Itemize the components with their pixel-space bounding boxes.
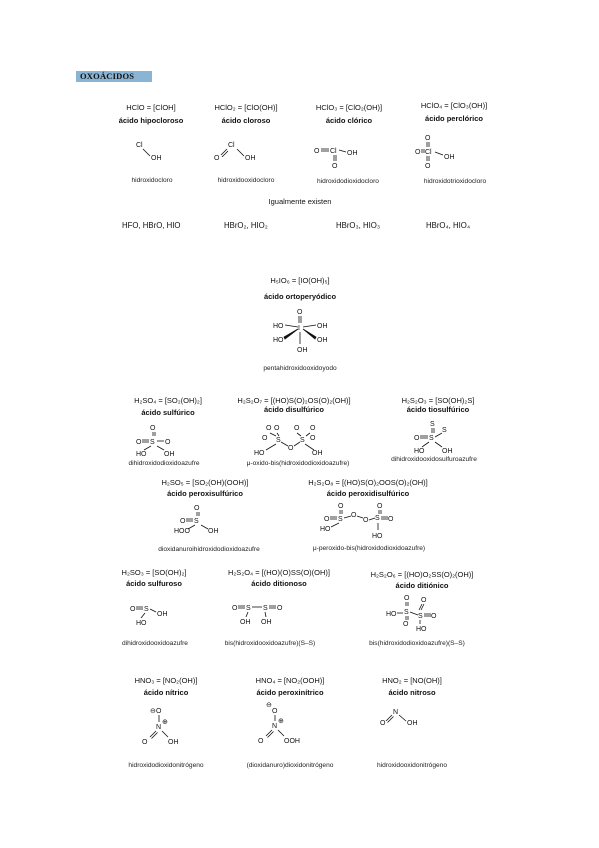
systematic-hno4: (dioxidanuro)dioxidonitrógeno <box>246 762 334 769</box>
svg-text:HO: HO <box>273 323 284 330</box>
name-hno2: ácido nitroso <box>388 688 436 697</box>
halogen-list-4: HBrO₄, HIO₄ <box>426 221 471 230</box>
svg-text:S: S <box>300 437 305 444</box>
structure-h2so4 <box>136 422 196 458</box>
structure-h2s2o7 <box>254 422 344 458</box>
svg-text:O: O <box>214 155 220 162</box>
svg-text:O: O <box>294 425 300 432</box>
svg-text:O: O <box>266 425 272 432</box>
systematic-h2so4: dihidroxidodioxidoazufre <box>128 460 200 467</box>
systematic-h2s2o4: bis(hidroxidooxidoazufre)(S–S) <box>224 640 316 647</box>
svg-text:HO: HO <box>372 533 383 540</box>
svg-text:O: O <box>421 597 427 604</box>
svg-text:O: O <box>351 512 357 519</box>
svg-text:O: O <box>388 516 394 523</box>
name-hno4: ácido peroxinítrico <box>256 688 324 697</box>
svg-text:HO: HO <box>136 451 147 458</box>
structure-h2so3 <box>130 597 180 629</box>
formula-hno4: HNO₄ = [NO₂(OOH)] <box>255 676 325 685</box>
svg-text:N: N <box>393 709 399 716</box>
systematic-h2s2o8: μ-peroxido-bis(hidroxidodioxidoazufre) <box>312 545 426 552</box>
svg-text:O: O <box>180 518 186 525</box>
svg-text:HO: HO <box>386 611 397 618</box>
systematic-hclo: hidroxidocloro <box>131 177 173 184</box>
structure-hno3 <box>138 706 198 752</box>
svg-text:O: O <box>332 163 338 170</box>
structure-hno2 <box>380 705 440 735</box>
svg-text:⊖: ⊖ <box>266 702 272 709</box>
svg-text:S: S <box>429 435 434 442</box>
svg-text:O: O <box>404 595 410 602</box>
svg-text:O: O <box>156 708 162 715</box>
svg-text:O: O <box>425 163 431 170</box>
svg-text:OOH: OOH <box>284 738 300 745</box>
systematic-h2s2o3: dihidroxidooxidosulfuroazufre <box>391 456 477 463</box>
svg-text:O: O <box>414 435 420 442</box>
systematic-h2so5: dioxidanuroihidroxidodioxidoazufre <box>158 546 260 553</box>
svg-text:HO: HO <box>414 448 425 455</box>
svg-text:O: O <box>274 425 280 432</box>
svg-text:O: O <box>136 439 142 446</box>
svg-text:OH: OH <box>312 450 323 457</box>
svg-text:OH: OH <box>164 451 175 458</box>
svg-text:S: S <box>442 427 447 434</box>
svg-text:N: N <box>156 724 162 731</box>
formula-hclo: HClO = [ClOH] <box>126 103 176 112</box>
svg-text:O: O <box>380 720 386 727</box>
halogen-list-3: HBrO₃, HIO₃ <box>336 221 381 230</box>
structure-hclo4 <box>415 133 475 173</box>
svg-text:HO: HO <box>254 450 265 457</box>
svg-text:O: O <box>288 445 294 452</box>
structure-hno4 <box>258 700 328 752</box>
formula-h2s2o6: H₂S₂O₆ = [(HO)O₂SS(O)₂(OH)] <box>370 570 474 579</box>
svg-text:Cl: Cl <box>136 142 143 149</box>
formula-hclo3: HClO₃ = [ClO₂(OH)] <box>315 103 383 112</box>
halogen-list-2: HBrO₂, HIO₂ <box>224 221 268 230</box>
svg-text:HO: HO <box>320 526 331 533</box>
svg-text:O: O <box>377 503 383 510</box>
systematic-h5io6: pentahidroxidooxidoyodo <box>263 365 337 372</box>
name-h2so5: ácido peroxisulfúrico <box>167 489 243 498</box>
svg-text:⊕: ⊕ <box>278 718 284 725</box>
svg-text:S: S <box>276 437 281 444</box>
svg-text:O: O <box>324 516 330 523</box>
formula-h2s2o7: H₂S₂O₇ = [(HO)S(O)₂OS(O)₂(OH)] <box>237 396 351 405</box>
svg-text:S: S <box>418 613 423 620</box>
svg-text:S: S <box>404 609 409 616</box>
formula-h2s2o4: H₂S₂O₄ = [(HO)(O)SS(O)(OH)] <box>227 568 330 577</box>
also-exist-label: Igualmente existen <box>268 197 332 206</box>
name-h2s2o4: ácido ditionoso <box>251 579 307 588</box>
svg-text:OH: OH <box>157 611 168 618</box>
svg-text:O: O <box>130 606 136 613</box>
formula-hno3: HNO₃ = [NO₂(OH)] <box>134 676 198 685</box>
svg-text:S: S <box>375 515 380 522</box>
structure-h2so5 <box>174 502 234 536</box>
svg-text:HO: HO <box>273 337 284 344</box>
svg-text:O: O <box>363 517 369 524</box>
svg-text:S: S <box>144 606 149 613</box>
name-hclo: ácido hipocloroso <box>118 116 184 125</box>
svg-text:⊖: ⊖ <box>150 708 156 715</box>
svg-text:OH: OH <box>208 528 219 535</box>
structure-hclo3 <box>314 136 374 170</box>
structure-hclo2 <box>214 138 274 168</box>
svg-text:S: S <box>150 439 155 446</box>
systematic-hclo3: hidroxidodioxidocloro <box>317 178 379 185</box>
svg-text:OH: OH <box>261 619 272 626</box>
formula-h2so4: H₂SO₄ = [SO₂(OH)₂] <box>134 396 202 405</box>
structure-hclo <box>130 138 180 168</box>
svg-text:⊕: ⊕ <box>162 719 168 726</box>
systematic-hclo2: hidroxidooxidocloro <box>217 177 275 184</box>
svg-text:O: O <box>403 621 409 628</box>
svg-text:I: I <box>298 325 300 332</box>
svg-text:OH: OH <box>245 155 256 162</box>
svg-text:OH: OH <box>444 154 455 161</box>
structure-h2s2o6 <box>386 592 456 634</box>
halogen-list-1: HFO, HBrO, HIO <box>122 221 181 230</box>
svg-text:S: S <box>263 605 268 612</box>
svg-text:S: S <box>338 516 343 523</box>
svg-text:O: O <box>310 435 316 442</box>
svg-text:OH: OH <box>317 323 328 330</box>
structure-h2s2o8 <box>320 500 410 542</box>
svg-text:OH: OH <box>168 739 179 746</box>
svg-text:O: O <box>297 309 303 316</box>
svg-text:O: O <box>338 503 344 510</box>
systematic-h2s2o6: bis(hidroxidodioxidoazufre)(S–S) <box>369 640 465 647</box>
formula-h2s2o3: H₂S₂O₃ = [SO(OH)₂S] <box>401 396 475 405</box>
structure-h2s2o3 <box>414 418 474 458</box>
name-hno3: ácido nítrico <box>143 688 189 697</box>
systematic-hno2: hidroxidooxidonitrógeno <box>376 762 448 769</box>
svg-text:OH: OH <box>442 448 453 455</box>
section-title: OXOÁCIDOS <box>76 71 152 82</box>
svg-text:O: O <box>232 605 238 612</box>
svg-text:S: S <box>430 421 435 428</box>
formula-hclo4: HClO₄ = [ClO₃(OH)] <box>420 101 488 110</box>
svg-text:OH: OH <box>297 347 308 354</box>
svg-text:O: O <box>142 739 148 746</box>
svg-text:Cl: Cl <box>228 142 235 149</box>
svg-text:HO: HO <box>416 626 427 633</box>
svg-text:HO: HO <box>136 620 147 627</box>
name-hclo3: ácido clórico <box>325 116 373 125</box>
svg-text:OH: OH <box>240 619 251 626</box>
svg-text:Cl: Cl <box>330 148 337 155</box>
name-h2s2o8: ácido peroxidisulfúrico <box>326 489 410 498</box>
name-h2s2o6: ácido ditiónico <box>395 581 449 590</box>
svg-text:HOO: HOO <box>174 528 190 535</box>
svg-text:O: O <box>258 738 264 745</box>
svg-text:O: O <box>194 505 200 512</box>
structure-h5io6 <box>270 307 340 359</box>
svg-text:O: O <box>165 439 171 446</box>
formula-hclo2: HClO₂ = [ClO(OH)] <box>214 103 278 112</box>
svg-text:O: O <box>262 435 268 442</box>
svg-text:OH: OH <box>151 155 162 162</box>
name-h2s2o3: ácido tiosulfúrico <box>406 405 470 414</box>
name-h5io6: ácido ortoperyódico <box>263 292 337 301</box>
svg-text:S: S <box>194 518 199 525</box>
formula-h2s2o8: H₂S₂O₈ = [(HO)S(O)₂OOS(O)₂(OH)] <box>308 478 428 487</box>
svg-text:N: N <box>272 723 278 730</box>
formula-h2so3: H₂SO₃ = [SO(OH)₂] <box>121 568 187 577</box>
svg-text:OH: OH <box>317 337 328 344</box>
name-h2s2o7: ácido disulfúrico <box>263 405 324 414</box>
name-hclo2: ácido cloroso <box>221 116 271 125</box>
name-hclo4: ácido perclórico <box>425 114 483 123</box>
svg-text:O: O <box>314 148 320 155</box>
name-h2so4: ácido sulfúrico <box>141 408 195 417</box>
formula-h5io6: H₅IO₆ = [IO(OH)₅] <box>270 276 330 285</box>
name-h2so3: ácido sulfuroso <box>126 579 182 588</box>
svg-text:O: O <box>310 425 316 432</box>
formula-hno2: HNO₂ = [NO(OH)] <box>382 676 442 685</box>
svg-text:O: O <box>150 425 156 432</box>
formula-h2so5: H₂SO₅ = [SO₂(OH)(OOH)] <box>161 478 249 487</box>
svg-text:OH: OH <box>347 150 358 157</box>
svg-text:S: S <box>246 605 251 612</box>
systematic-hclo4: hidroxidotrioxidocloro <box>423 178 487 185</box>
systematic-h2s2o7: μ-oxido-bis(hidroxidodioxidoazufre) <box>246 460 350 467</box>
svg-text:OH: OH <box>407 720 418 727</box>
systematic-h2so3: dihidroxidooxidoazufre <box>122 640 188 647</box>
svg-text:O: O <box>415 149 421 156</box>
svg-text:O: O <box>272 708 278 715</box>
svg-text:Cl: Cl <box>425 149 432 156</box>
svg-text:O: O <box>277 605 283 612</box>
structure-h2s2o4 <box>232 596 302 630</box>
systematic-hno3: hidroxidodioxidonitrógeno <box>128 762 204 769</box>
svg-text:O: O <box>431 613 437 620</box>
svg-text:O: O <box>425 135 431 142</box>
